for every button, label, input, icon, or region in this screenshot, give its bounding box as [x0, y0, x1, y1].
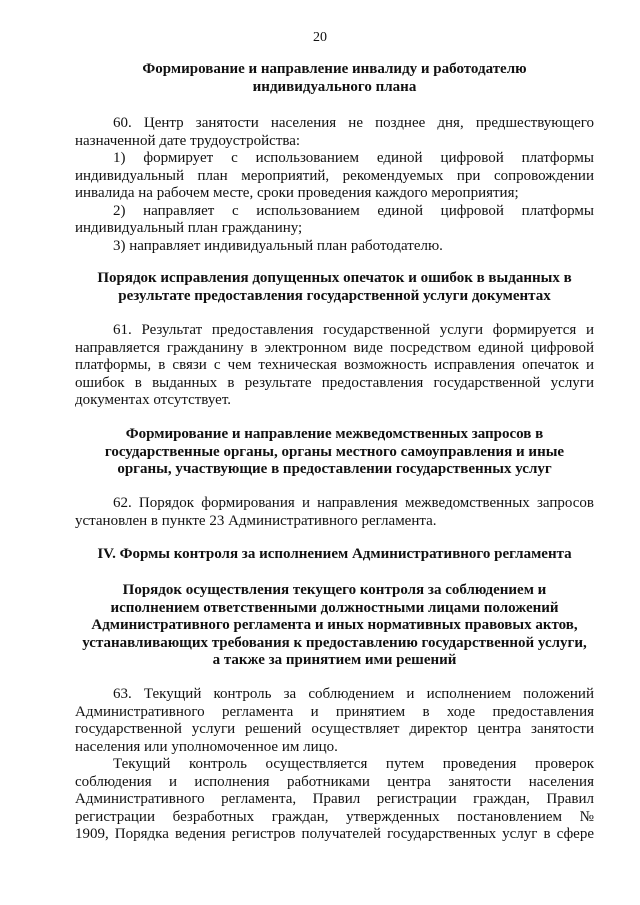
- paragraph-line: 62. Порядок формирования и направления межведомственных запросов: [113, 495, 594, 511]
- page-number: 20: [313, 30, 327, 45]
- heading-line: индивидуального плана: [252, 78, 417, 95]
- heading-line: Формирование и направление инвалиду и работодателю: [142, 61, 527, 77]
- heading-line: исполнением ответственными должностными лицами положений: [110, 599, 559, 616]
- paragraph-line: 3) направляет индивидуальный план работодателю.: [113, 237, 443, 254]
- paragraph-line: 63. Текущий контроль за соблюдением и исполнением положений: [113, 686, 594, 702]
- paragraph-line: Текущий контроль осуществляется путем проведения проверок: [113, 756, 594, 772]
- heading-line: государственные органы, органы местного самоуправления и иные: [104, 443, 565, 460]
- paragraph-line: регистрации безработных граждан, утвержденных постановлением №: [75, 808, 594, 825]
- heading-line: а также за принятием ими решений: [212, 652, 457, 668]
- paragraph-line: инвалида на рабочем месте, сроки проведения каждого мероприятия;: [75, 185, 519, 201]
- paragraph-line: установлен в пункте 23 Административного регламента.: [75, 512, 437, 529]
- paragraph-line: индивидуальный план гражданину;: [75, 220, 303, 236]
- heading-line: устанавливающих требования к предоставлению государственной услуги,: [82, 634, 587, 651]
- heading-line: органы, участвующие в предоставлении государственных услуг: [117, 461, 552, 477]
- paragraph-60: [75, 115, 594, 255]
- paragraph-line: государственной услуги решений осуществляет директор центра занятости: [75, 721, 594, 737]
- paragraph-line: 2) направляет с использованием единой цифровой платформы: [113, 202, 594, 219]
- heading-line: IV. Формы контроля за исполнением Административного регламента: [97, 546, 572, 562]
- paragraph-line: платформы, в связи с чем техническая возможность исправления опечаток и: [75, 357, 594, 373]
- paragraph-63: [75, 686, 594, 844]
- paragraph-line: документах отсутствует.: [75, 392, 231, 408]
- paragraph-line: индивидуальный план мероприятий, рекомендуемых при сопровождении: [75, 167, 594, 184]
- paragraph-line: соблюдения и исполнения работниками центра занятости населения: [75, 773, 594, 790]
- paragraph-line: назначенной дате трудоустройства:: [75, 132, 301, 149]
- heading-line: Порядок исправления допущенных опечаток и ошибок в выданных в: [97, 270, 572, 286]
- paragraph-line: Административного регламента, Правил регистрации граждан, Правил: [75, 791, 594, 807]
- paragraph-line: 1) формирует с использованием единой цифровой платформы: [113, 150, 594, 166]
- paragraph-line: Административного регламента и принятием в ходе предоставления: [75, 703, 594, 720]
- paragraph-line: 60. Центр занятости населения не позднее дня, предшествующего: [113, 115, 594, 131]
- paragraph-line: направляется гражданину в электронном виде посредством единой цифровой: [75, 339, 594, 356]
- paragraph-61: [75, 322, 594, 410]
- heading-line: результате предоставления государственной услуги документах: [118, 287, 551, 304]
- heading-line: Порядок осуществления текущего контроля за соблюдением и: [122, 582, 547, 598]
- section-heading-interagency-requests: [75, 426, 594, 479]
- paragraph-line: ошибок в выданных в результате предоставления государственной услуги: [75, 374, 594, 391]
- section-heading-error-correction: [75, 270, 594, 305]
- paragraph-62: [75, 495, 594, 530]
- heading-line: Административного регламента и иных нормативных правовых актов,: [91, 617, 578, 633]
- chapter-heading-control-forms: [75, 546, 594, 564]
- paragraph-line: населения или уполномоченное им лицо.: [75, 738, 338, 755]
- heading-line: Формирование и направление межведомственных запросов в: [125, 426, 544, 442]
- paragraph-line: 61. Результат предоставления государственной услуги формируется и: [113, 322, 594, 338]
- section-heading-individual-plan: [75, 61, 594, 96]
- paragraph-line: 1909, Порядка ведения регистров получателей государственных услуг в сфере: [75, 826, 594, 842]
- section-heading-current-control: [75, 582, 594, 670]
